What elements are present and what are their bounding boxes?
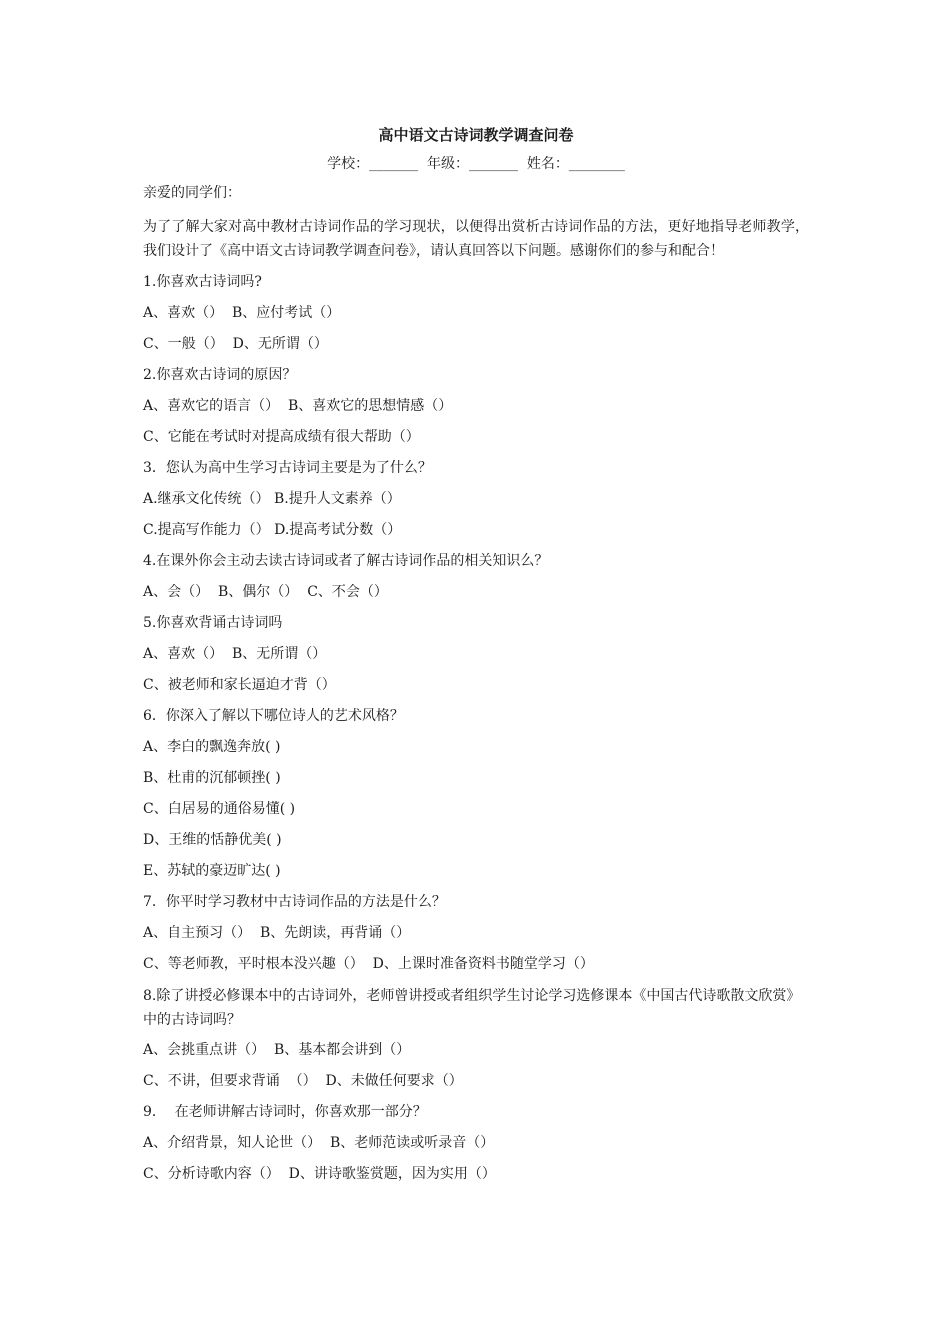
- question-line: 1.你喜欢古诗词吗?: [143, 274, 262, 290]
- question-list: [143, 267, 809, 1190]
- info-fields: 学校：_______ 年级：_______ 姓名：________: [327, 156, 625, 172]
- question-line: 4.在课外你会主动去读古诗词或者了解古诗词作品的相关知识么？: [143, 553, 549, 569]
- question-line: 8.除了讲授必修课本中的古诗词外，老师曾讲授或者组织学生讨论学习选修课本《中国古代诗歌散文欣赏》中的古诗词吗？: [143, 988, 801, 1028]
- question-line: A、自主预习（） B、先朗读，再背诵（）: [143, 925, 411, 941]
- question-line: C、分析诗歌内容（） D、讲诗歌鉴赏题，因为实用（）: [143, 1166, 496, 1182]
- question-line: 5.你喜欢背诵古诗词吗: [143, 615, 283, 631]
- question-line: E、苏轼的豪迈旷达( ): [143, 863, 281, 879]
- question-line: 3．您认为高中生学习古诗词主要是为了什么？: [143, 460, 432, 476]
- question-line: C、等老师教，平时根本没兴趣（） D、上课时准备资料书随堂学习（）: [143, 956, 594, 972]
- question-line: C、不讲，但要求背诵 （） D、未做任何要求（）: [143, 1073, 463, 1089]
- question-line: 2.你喜欢古诗词的原因？: [143, 367, 297, 383]
- question-line: D、王维的恬静优美( ): [143, 832, 282, 848]
- question-line: 9． 在老师讲解古诗词时，你喜欢那一部分？: [143, 1104, 427, 1120]
- question-line: 6．你深入了解以下哪位诗人的艺术风格？: [143, 708, 404, 724]
- question-line: A、介绍背景，知人论世（） B、老师范读或听录音（）: [143, 1135, 495, 1151]
- question-line: A、会（） B、偶尔（） C、不会（）: [143, 584, 388, 600]
- question-line: A、会挑重点讲（） B、基本都会讲到（）: [143, 1042, 411, 1058]
- question-line: A、李白的飘逸奔放( ): [143, 739, 281, 755]
- question-line: A.继承文化传统（） B.提升人文素养（）: [143, 491, 401, 507]
- question-line: C.提高写作能力（） D.提高考试分数（）: [143, 522, 402, 538]
- greeting: 亲爱的同学们：: [143, 185, 241, 201]
- intro-paragraph: 为了了解大家对高中教材古诗词作品的学习现状，以便得出赏析古诗词作品的方法，更好地指导老师教学，我们设计了《高中语文古诗词教学调查问卷》，请认真回答以下问题。感谢你们的参与和配合！: [143, 219, 809, 259]
- question-line: C、它能在考试时对提高成绩有很大帮助（）: [143, 429, 420, 445]
- document-title: 高中语文古诗词教学调查问卷: [378, 126, 574, 144]
- question-line: A、喜欢（） B、应付考试（）: [143, 305, 341, 321]
- question-line: A、喜欢它的语言（） B、喜欢它的思想情感（）: [143, 398, 453, 414]
- document-page: [143, 122, 809, 1190]
- question-line: C、一般（） D、无所谓（）: [143, 336, 328, 352]
- question-line: A、喜欢（） B、无所谓（）: [143, 646, 327, 662]
- question-line: B、杜甫的沉郁顿挫( ): [143, 770, 281, 786]
- question-line: C、被老师和家长逼迫才背（）: [143, 677, 336, 693]
- question-line: C、白居易的通俗易懂( ): [143, 801, 296, 817]
- question-line: 7．你平时学习教材中古诗词作品的方法是什么？: [143, 894, 446, 910]
